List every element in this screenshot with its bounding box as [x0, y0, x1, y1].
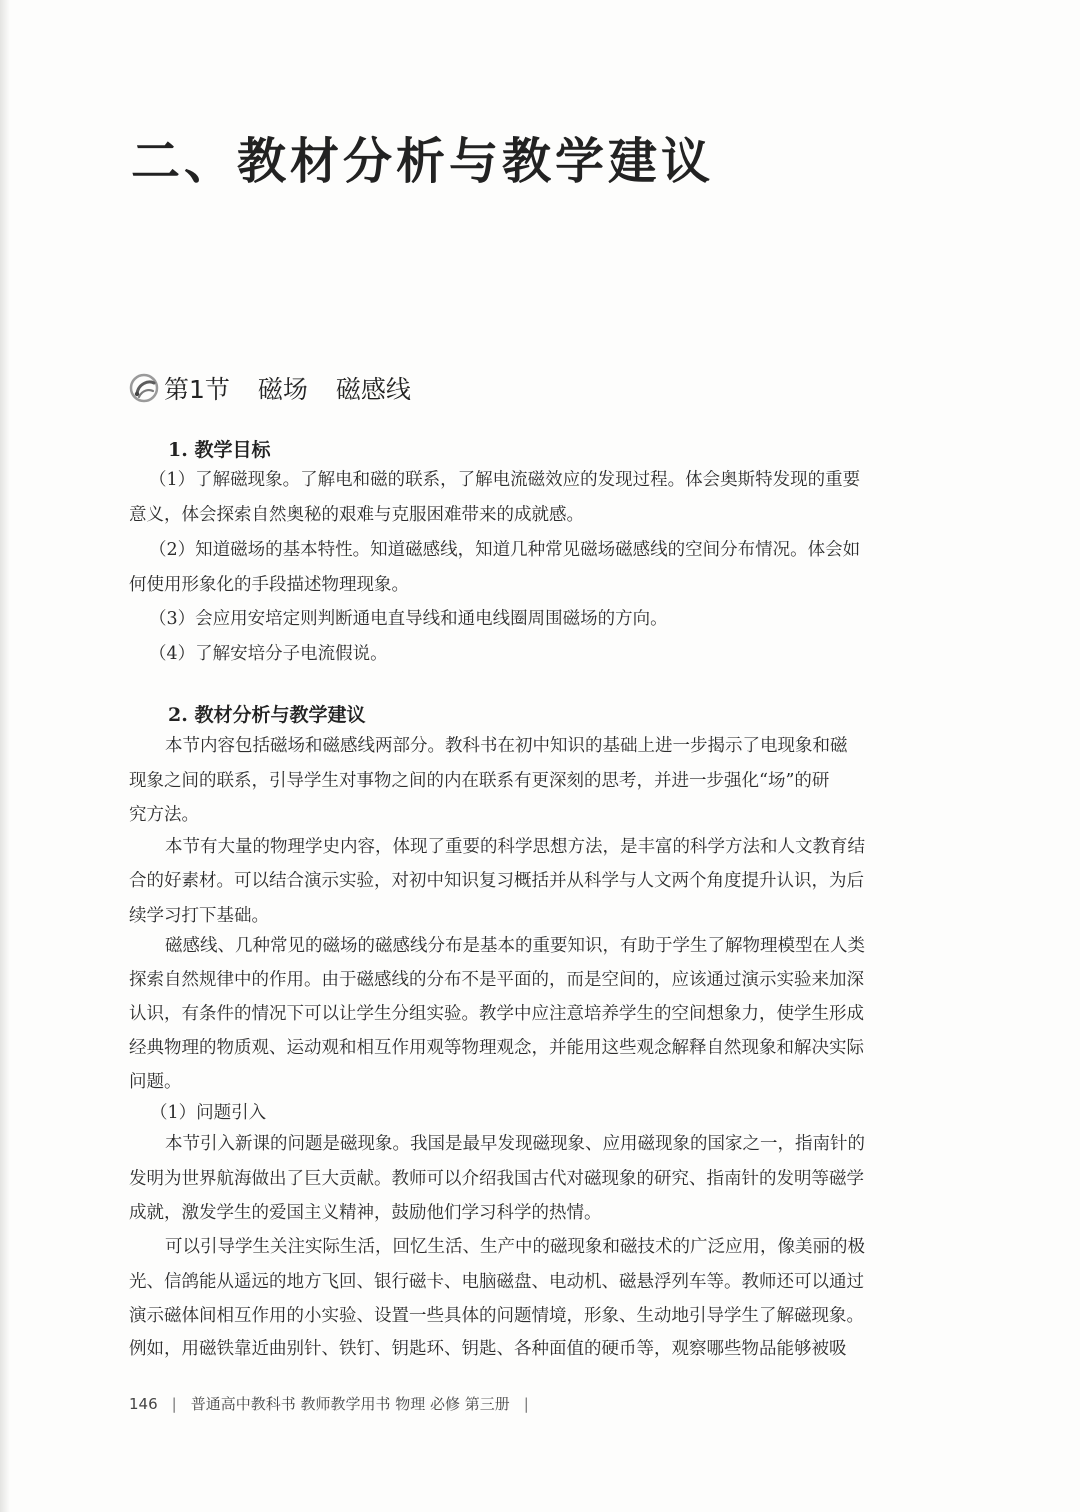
section-name: 磁场 磁感线	[257, 375, 411, 404]
goal-line: 何使用形象化的手段描述物理现象。	[129, 575, 409, 595]
body-line: 本节内容包括磁场和磁感线两部分。教科书在初中知识的基础上进一步揭示了电现象和磁	[165, 736, 848, 756]
body-line: 续学习打下基础。	[129, 906, 269, 926]
body-line: 发明为世界航海做出了巨大贡献。教师可以介绍我国古代对磁现象的研究、指南针的发明等磁学	[129, 1169, 864, 1189]
body-line: 探索自然规律中的作用。由于磁感线的分布不是平面的，而是空间的，应该通过演示实验来加深	[129, 970, 864, 990]
swirl-icon	[128, 372, 160, 404]
goal-line: （3）会应用安培定则判断通电直导线和通电线圈周围磁场的方向。	[149, 609, 668, 629]
page-footer	[129, 1393, 543, 1414]
subheading-analysis: 2. 教材分析与教学建议	[168, 704, 366, 726]
body-line: 演示磁体间相互作用的小实验、设置一些具体的问题情境，形象、生动地引导学生了解磁现象。	[129, 1306, 864, 1326]
subheading-teaching-goals: 1. 教学目标	[168, 439, 271, 461]
goal-line: （4）了解安培分子电流假说。	[149, 644, 388, 664]
page-number: 146	[129, 1394, 158, 1413]
body-line: 本节有大量的物理学史内容，体现了重要的科学思想方法，是丰富的科学方法和人文教育结	[165, 837, 865, 857]
footer-separator: |	[171, 1394, 177, 1413]
section-header	[128, 366, 411, 410]
page-edge-shadow	[0, 0, 10, 1512]
chapter-title: 二、教材分析与教学建议	[131, 132, 715, 190]
footer-separator: |	[523, 1394, 529, 1413]
body-line: 成就，激发学生的爱国主义精神，鼓励他们学习科学的热情。	[129, 1203, 602, 1223]
body-line: 问题。	[129, 1072, 182, 1092]
body-line: 例如，用磁铁靠近曲别针、铁钉、钥匙环、钥匙、各种面值的硬币等，观察哪些物品能够被吸	[129, 1339, 847, 1359]
body-line: 光、信鸽能从遥远的地方飞回、银行磁卡、电脑磁盘、电动机、磁悬浮列车等。教师还可以通过	[129, 1272, 864, 1292]
body-line: 究方法。	[129, 805, 199, 825]
body-line: 可以引导学生关注实际生活，回忆生活、生产中的磁现象和磁技术的广泛应用，像美丽的极	[165, 1237, 865, 1257]
book-title: 普通高中教科书 教师教学用书 物理 必修 第三册	[190, 1395, 510, 1413]
section-number: 第1节	[164, 375, 230, 404]
body-subheading: （1）问题引入	[150, 1103, 267, 1123]
goal-line: （1）了解磁现象。了解电和磁的联系，了解电流磁效应的发现过程。体会奥斯特发现的重要	[149, 470, 861, 490]
goal-line: 意义，体会探索自然奥秘的艰难与克服困难带来的成就感。	[129, 505, 584, 525]
goal-line: （2）知道磁场的基本特性。知道磁感线，知道几种常见磁场磁感线的空间分布情况。体会如	[149, 540, 861, 560]
body-line: 磁感线、几种常见的磁场的磁感线分布是基本的重要知识，有助于学生了解物理模型在人类	[165, 936, 865, 956]
body-line: 合的好素材。可以结合演示实验，对初中知识复习概括并从科学与人文两个角度提升认识，为后	[129, 871, 864, 891]
body-line: 现象之间的联系，引导学生对事物之间的内在联系有更深刻的思考，并进一步强化“场”的研	[129, 771, 830, 791]
body-line: 认识，有条件的情况下可以让学生分组实验。教学中应注意培养学生的空间想象力，使学生形成	[129, 1004, 864, 1024]
body-line: 经典物理的物质观、运动观和相互作用观等物理观念，并能用这些观念解释自然现象和解决实际	[129, 1038, 864, 1058]
body-line: 本节引入新课的问题是磁现象。我国是最早发现磁现象、应用磁现象的国家之一，指南针的	[165, 1134, 865, 1154]
